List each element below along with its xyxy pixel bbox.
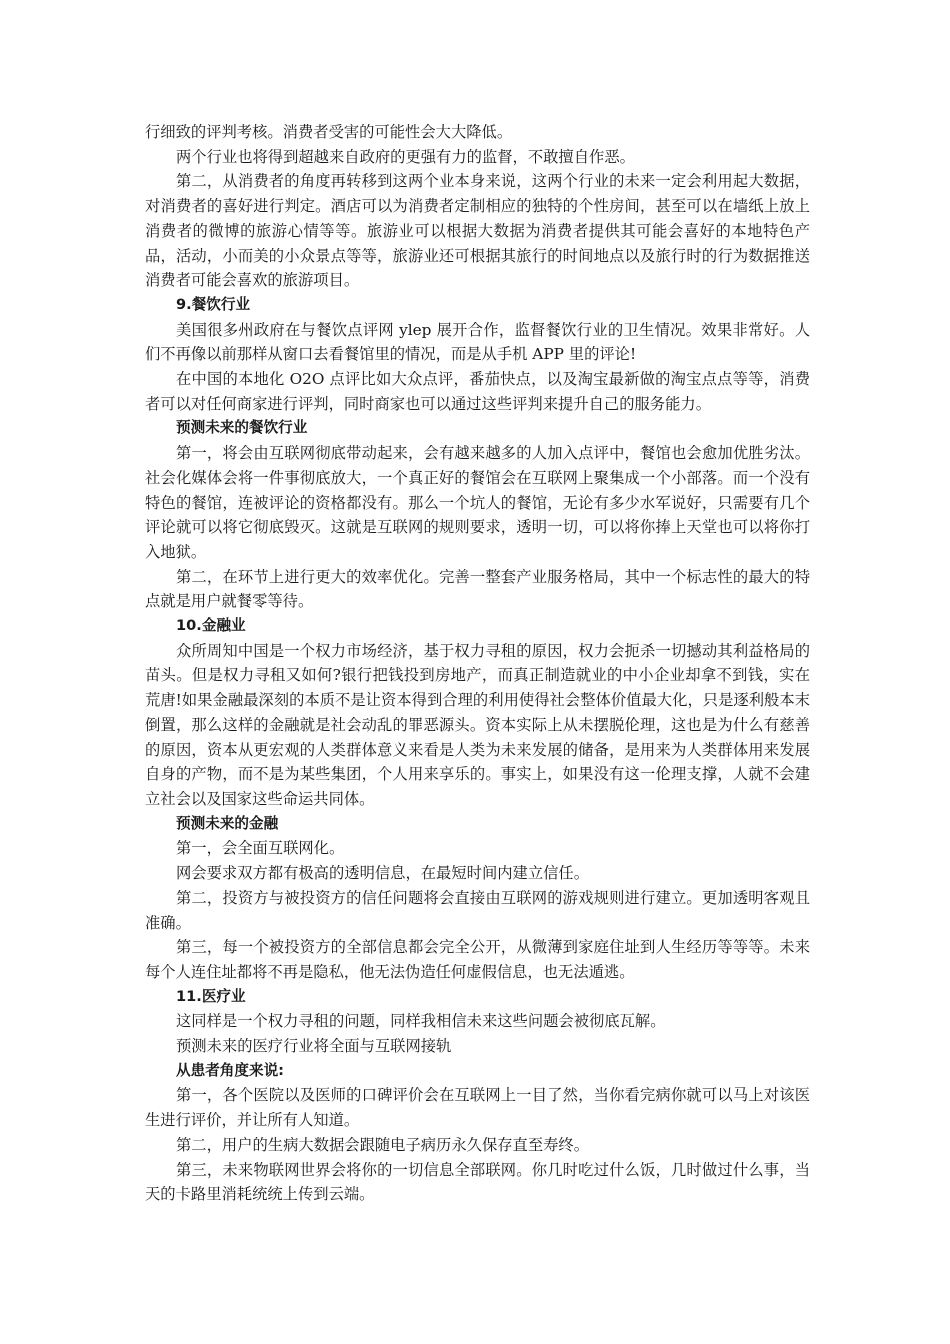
- paragraph: 这同样是一个权力寻租的问题，同样我相信未来这些问题会被彻底瓦解。: [176, 1012, 666, 1031]
- paragraph: 行细致的评判考核。消费者受害的可能性会大大降低。: [145, 123, 513, 141]
- section-heading-finance: 10.金融业: [176, 617, 246, 635]
- paragraph: 第一，各个医院以及医师的口碑评价会在互联网上一目了然，当你看完病你就可以马上对该医生进行评价，并让所有人知道。: [145, 1086, 810, 1130]
- paragraph: 第三，每一个被投资方的全部信息都会完全公开，从微薄到家庭住址到人生经历等等等。未来每个人连住址都将不再是隐私，他无法伪造任何虚假信息，也无法遁逃。: [145, 938, 810, 981]
- paragraph: 在中国的本地化 O2O 点评比如大众点评，番茄快点，以及淘宝最新做的淘宝点点等等，消费者可以对任何商家进行评判，同时商家也可以通过这些评判来提升自己的服务能力。: [145, 370, 810, 413]
- paragraph: 第一，会全面互联网化。: [176, 839, 345, 858]
- paragraph: 第二，在环节上进行更大的效率优化。完善一整套产业服务格局，其中一个标志性的最大的特点就是用户就餐零等待。: [145, 567, 810, 611]
- subheading-future-catering: 预测未来的餐饮行业: [176, 419, 308, 437]
- paragraph: 第二，用户的生病大数据会跟随电子病历永久保存直至寿终。: [176, 1135, 590, 1154]
- paragraph: 第一，将会由互联网彻底带动起来，会有越来越多的人加入点评中，餐馆也会愈加优胜劣汰。社会化媒体会将一件事彻底放大，一个真正好的餐馆会在互联网上聚集成一个小部落。而一个没有特色的餐馆，连被评论的资格都没有。那么一个坑人的餐馆，无论有多少水军说好，只需要有几个评论就可以将它彻底毁灭。这就是互联网的规则要求，透明一切，可以将你捧上天堂也可以将你打入地狱。: [145, 444, 810, 561]
- paragraph: 第二，从消费者的角度再转移到这两个业本身来说，这两个行业的未来一定会利用起大数据，对消费者的喜好进行判定。酒店可以为消费者定制相应的独特的个性房间，甚至可以在墙纸上放上消费者的微博的旅游心情等等。旅游业可以根据大数据为消费者提供其可能会喜好的本地特色产品，活动，小而美的小众景点等等，旅游业还可根据其旅行的时间地点以及旅行时的行为数据推送消费者可能会喜欢的旅游项目。: [145, 172, 810, 290]
- paragraph: 美国很多州政府在与餐饮点评网 ylep 展开合作，监督餐饮行业的卫生情况。效果非常好。人们不再像以前那样从窗口去看餐馆里的情况，而是从手机 APP 里的评论!: [145, 320, 810, 364]
- subheading-patient-perspective: 从患者角度来说:: [176, 1061, 284, 1079]
- paragraph: 两个行业也将得到超越来自政府的更强有力的监督，不敢擅自作恶。: [176, 147, 635, 166]
- paragraph: 第三，未来物联网世界会将你的一切信息全部联网。你几时吃过什么饭，几时做过什么事，当天的卡路里消耗统统上传到云端。: [145, 1160, 810, 1204]
- paragraph: 众所周知中国是一个权力市场经济，基于权力寻租的原因，权力会扼杀一切撼动其利益格局的苗头。但是权力寻租又如何?银行把钱投到房地产，而真正制造就业的中小企业却拿不到钱，实在荒唐!如果金融最深刻的本质不是让资本得到合理的利用使得社会整体价值最大化，只是逐利般本末倒置，那么这样的金融就是社会动乱的罪恶源头。资本实际上从未摆脱伦理，这也是为什么有慈善的原因，资本从更宏观的人类群体意义来看是人类为未来发展的储备，是用来为人类群体用来发展自身的产物，而不是为某些集团，个人用来享乐的。事实上，如果没有这一伦理支撑，人就不会建立社会以及国家这些命运共同体。: [145, 641, 810, 808]
- paragraph: 预测未来的医疗行业将全面与互联网接轨: [176, 1037, 452, 1056]
- subheading-future-finance: 预测未来的金融: [176, 814, 279, 832]
- section-heading-catering: 9.餐饮行业: [176, 295, 251, 313]
- paragraph: 网会要求双方都有极高的透明信息，在最短时间内建立信任。: [176, 864, 590, 883]
- paragraph: 第二，投资方与被投资方的信任问题将会直接由互联网的游戏规则进行建立。更加透明客观且准确。: [145, 888, 810, 932]
- document-body: [145, 120, 810, 1207]
- section-heading-medical: 11.医疗业: [176, 987, 246, 1005]
